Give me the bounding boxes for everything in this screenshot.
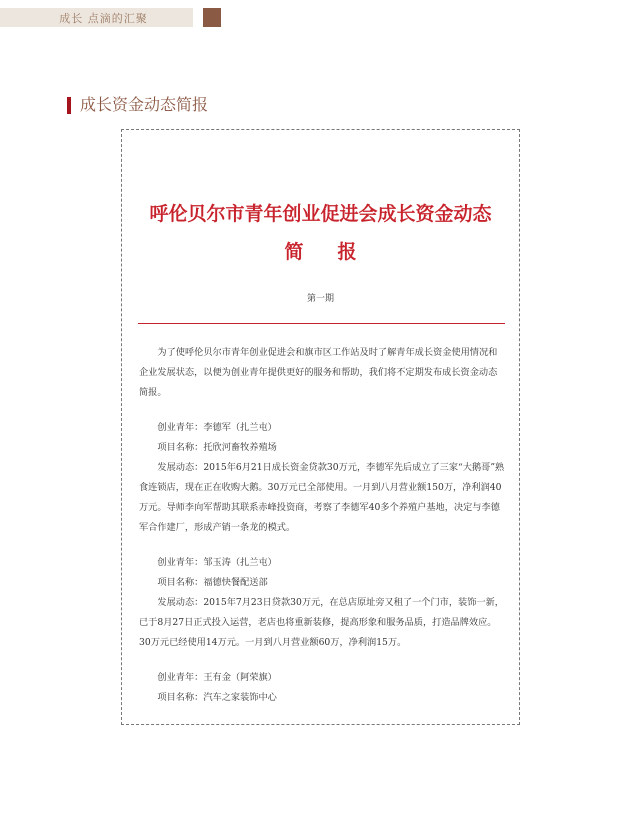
header-square: [203, 8, 221, 27]
entry-project: 项目名称：汽车之家装饰中心: [157, 692, 277, 703]
section-marker: [67, 97, 71, 114]
intro-paragraph: 为了使呼伦贝尔市青年创业促进会和旗市区工作站及时了解青年成长资金使用情况和企业发展状态，以便为创业青年提供更好的服务和帮助，我们将不定期发布成长资金动态简报。: [139, 347, 498, 398]
document-subtitle: 简报: [284, 241, 391, 263]
title-divider: [138, 323, 505, 324]
document-title: 呼伦贝尔市青年创业促进会成长资金动态: [149, 203, 492, 225]
bulletin-document: [121, 129, 520, 725]
section-title: 成长资金动态简报: [80, 95, 209, 114]
document-body: [139, 343, 506, 708]
entry-progress: 发展动态：2015年7月23日贷款30万元，在总店原址旁又租了一个门市，装饰一新，已于8月27日正式投入运营，老店也将重新装修，提高形象和服务品质，打造品牌效应。30万元已经使用14万元。一月到八月营业额60万，净利润15万。: [139, 597, 504, 648]
entry-youth: 创业青年：李德军（扎兰屯）: [157, 422, 277, 433]
entry-project: 项目名称：福德快餐配送部: [157, 577, 268, 588]
header-tagline: 成长 点滴的汇聚: [59, 11, 148, 25]
entry-progress: 发展动态：2015年6月21日成长资金贷款30万元，李德军先后成立了三家“大鹅哥”熟食连锁店，现在正在收购大鹅。30万元已全部使用。一月到八月营业额150万，净利润40万元。导师李向军帮助其联系赤峰投资商，考察了李德军40多个养殖户基地，决定与李德军合作建厂，形成产销一条龙的模式。: [139, 462, 505, 533]
entry-youth: 创业青年：王有金（阿荣旗）: [157, 672, 277, 683]
issue-number: 第一期: [306, 294, 334, 304]
entry-project: 项目名称：托欣河畜牧养殖场: [157, 442, 277, 453]
entry-youth: 创业青年：邹玉涛（扎兰屯）: [157, 557, 277, 568]
